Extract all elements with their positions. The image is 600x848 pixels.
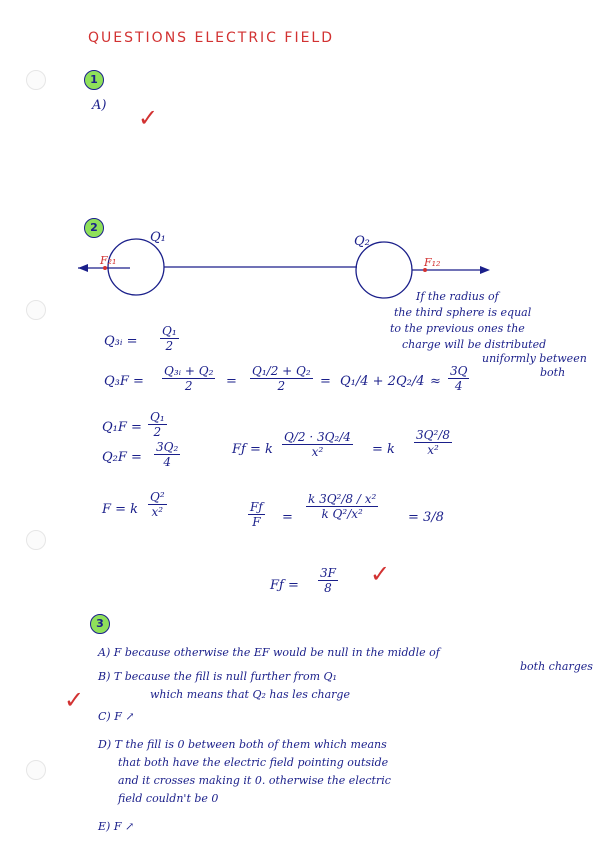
eq-final-den: 8 (324, 581, 332, 595)
eq-q3f-2-num: Q₁/2 + Q₂ (252, 364, 311, 378)
eq-q2f-den: 4 (163, 455, 171, 469)
eq-q3f-2-den: 2 (277, 379, 286, 393)
q3-line: E) F ↗ (98, 820, 135, 833)
note-line: the third sphere is equal (394, 306, 532, 319)
eq-ratio-result: = 3/8 (408, 510, 444, 525)
eq-q3f-1-den: 2 (184, 379, 193, 393)
q3-line: that both have the electric field pointing outside (118, 756, 389, 769)
approx-sign: ≈ (430, 374, 441, 389)
eq-ff-rhs-frac (414, 428, 452, 457)
eq-ratio-num: Fƒ (250, 500, 263, 514)
equals-sign: = (320, 374, 331, 389)
note-line: uniformly between (482, 352, 587, 365)
eq-ff-rhs-lhs: = k (372, 442, 395, 457)
q3-line: and it crosses making it 0. otherwise the electric (118, 774, 391, 787)
eq-final-frac (318, 566, 338, 595)
eq-ff-den: x² (311, 445, 324, 459)
eq-f-num: Q² (150, 490, 165, 504)
eq-ff-num: Q/2 · 3Q₂/4 (284, 430, 351, 444)
check-mark-icon: ✓ (138, 104, 159, 132)
eq-q1f-frac (148, 410, 167, 439)
eq-ff-rhs-den: x² (427, 443, 439, 457)
note-line: both (540, 366, 566, 379)
force-f21-label: F₂₁ (100, 254, 117, 267)
eq-q3f-frac-2 (250, 364, 313, 393)
note-line: If the radius of (416, 290, 499, 303)
q1-charge-label: Q₁ (150, 230, 166, 245)
eq-q3f-1-num: Q₃ᵢ + Q₂ (164, 364, 214, 378)
eq-q3i-lhs: Q₃ᵢ = (104, 334, 138, 349)
eq-q1f-num: Q₁ (150, 410, 165, 424)
eq-q3i-den: 2 (165, 339, 174, 353)
eq-q1f-den: 2 (153, 425, 162, 439)
q3-line: C) F ↗ (98, 710, 135, 723)
check-mark-icon: ✓ (370, 560, 391, 588)
q3-line: field couldn't be 0 (118, 792, 219, 805)
q3-line: both charges (520, 660, 593, 673)
question-2-number: 2 (84, 218, 104, 238)
note-line: to the previous ones the (390, 322, 525, 335)
question-1-number: 1 (84, 70, 104, 90)
eq-q1f-lhs: Q₁F = (102, 420, 142, 435)
eq-q3f-frac-4 (448, 364, 469, 393)
question-3-number: 3 (90, 614, 110, 634)
eq-ratio-rden: k Q²/x² (321, 507, 363, 521)
note-line: charge will be distributed (402, 338, 547, 351)
eq-f-den: x² (151, 505, 164, 519)
eq-f-lhs: F = k (102, 502, 139, 517)
eq-final-num: 3F (320, 566, 336, 580)
eq-ff-lhs: Fƒ = k (232, 442, 273, 457)
page-title: QUESTIONS ELECTRIC FIELD (88, 30, 335, 46)
q3-line: B) T because the fill is null further from Q₁ (98, 670, 337, 683)
eq-f-frac (148, 490, 167, 519)
q3-line: A) F because otherwise the EF would be null in the middle of (98, 646, 440, 659)
eq-q3i-frac (160, 324, 179, 353)
eq-ratio-rfrac (306, 492, 378, 521)
eq-ratio-rnum: k 3Q²/8 / x² (308, 492, 377, 506)
eq-final-lhs: Fƒ = (270, 578, 299, 593)
q3-line: D) T the fill is 0 between both of them which means (98, 738, 387, 751)
q3-line: which means that Q₂ has les charge (150, 688, 350, 701)
equals-sign: = (226, 374, 237, 389)
equals-sign: = (282, 510, 293, 525)
q1-answer-label: A) (92, 98, 107, 113)
eq-q2f-num: 3Q₂ (156, 440, 179, 454)
q2-charge-label: Q₂ (354, 234, 370, 249)
eq-q3f-3: Q₁/4 + 2Q₂/4 (340, 374, 425, 389)
eq-ff-rhs-num: 3Q²/8 (416, 428, 450, 442)
check-mark-icon: ✓ (64, 686, 85, 714)
eq-q3f-frac-1 (162, 364, 215, 393)
eq-ff-frac (282, 430, 353, 459)
eq-q3i-num: Q₁ (162, 324, 177, 338)
eq-q2f-lhs: Q₂F = (102, 450, 142, 465)
eq-q3f-4-den: 4 (454, 379, 463, 393)
force-f12-label: F₁₂ (424, 256, 441, 269)
eq-ratio-frac (248, 500, 265, 529)
eq-q3f-4-num: 3Q (450, 364, 468, 378)
eq-q2f-frac (154, 440, 180, 469)
eq-q3f-lhs: Q₃F = (104, 374, 144, 389)
eq-ratio-den: F (252, 515, 261, 529)
